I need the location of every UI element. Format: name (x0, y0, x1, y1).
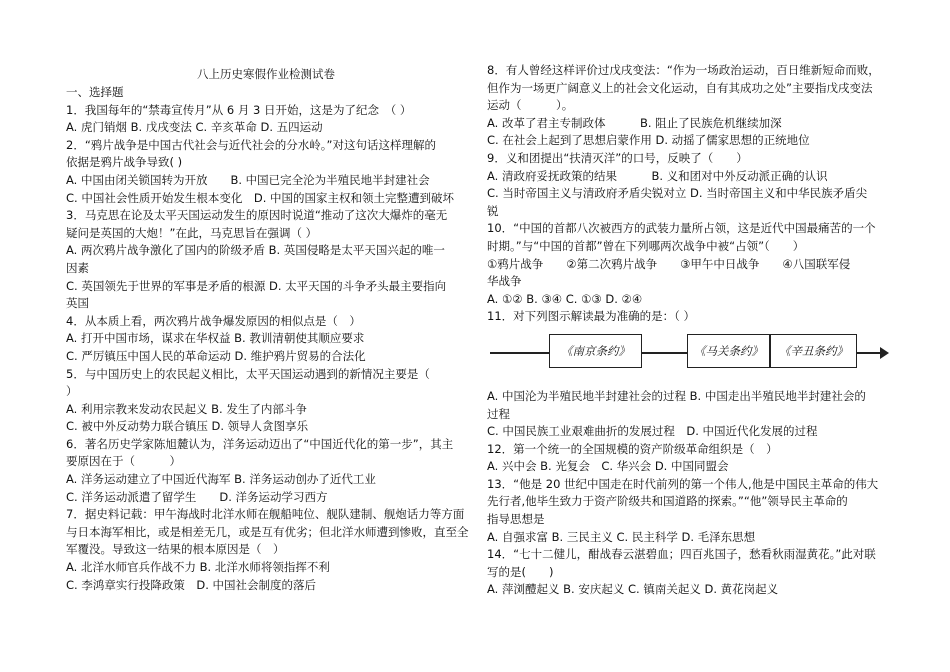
option-line: 锐 (487, 203, 499, 218)
left-column (66, 0, 469, 594)
question-line: ①鸦片战争 ②第二次鸦片战争 ③甲午中日战争 ④八国联军侵 (487, 256, 851, 271)
question-line: 与日本海军相比，或是相差无几，或是互有优劣；但北洋水师遭到惨败，直至全 (66, 524, 469, 539)
question-line: 华战争 (487, 274, 522, 289)
exam-title: 八上历史寒假作业检测试卷 (197, 67, 335, 81)
section-heading: 一、选择题 (66, 85, 124, 99)
question-line: 8．有人曾经这样评价过戊戌变法：“作为一场政治运动，百日维新短命而败， (487, 63, 880, 77)
arrowhead-icon (880, 347, 889, 359)
question-line: 军覆没。导致这一结果的根本原因是（ ） (66, 542, 285, 557)
question-line: 依据是鸦片战争导致( ) (66, 155, 183, 170)
question-line: 5．与中国历史上的农民起义相比，太平天国运动遇到的新情况主要是（ (66, 366, 430, 381)
question-line: 疑问是英国的大炮！”在此，马克思旨在强调（ ） (66, 225, 318, 240)
question-line: 14．“七十二健儿，酣战春云湛碧血；四百兆国子，愁看秋雨湿黄花。”此对联 (487, 547, 876, 562)
option-line: A. 中国沦为半殖民地半封建社会的过程 B. 中国走出半殖民地半封建社会的 (487, 388, 866, 403)
right-question-list-top (487, 62, 892, 326)
option-line: A. 自强求富 B. 三民主义 C. 民主科学 D. 毛泽东思想 (487, 529, 756, 544)
question-line: 先行者,他毕生致力于资产阶级共和国道路的探索。”“他”领导民主革命的 (487, 494, 848, 509)
option-line: A. 萍浏醴起义 B. 安庆起义 C. 镇南关起义 D. 黄花岗起义 (487, 582, 779, 597)
question-line: 3．马克思在论及太平天国运动发生的原因时说道“推动了这次大爆炸的毫无 (66, 208, 448, 223)
question-line: 运动（ ）。 (487, 98, 574, 113)
question-line: 写的是( ) (487, 564, 554, 579)
treaty-box-nanjing: 《南京条约》 (549, 334, 642, 368)
option-line: C. 英国领先于世界的军事是矛盾的根源 D. 太平天国的斗争矛头最主要指向 (66, 278, 447, 293)
question-line: 10．“中国的首都八次被西方的武装力量所占领，这是近代中国最痛苦的一个 (487, 221, 876, 236)
right-column (487, 62, 892, 599)
question-line: 12．第一个统一的全国规模的资产阶级革命组织是（ ） (487, 441, 778, 456)
option-line: C. 中国社会性质开始发生根本变化 D. 中国的国家主权和领土完整遭到破坏 (66, 190, 455, 205)
option-line: 英国 (66, 296, 89, 311)
right-question-list-bottom (487, 388, 892, 599)
question-line: 9．义和团提出“扶清灭洋”的口号，反映了（ ） (487, 150, 748, 165)
option-line: A. 利用宗教来发动农民起义 B. 发生了内部斗争 (66, 401, 307, 416)
option-line: C. 当时帝国主义与清政府矛盾尖锐对立 D. 当时帝国主义和中华民族矛盾尖 (487, 186, 868, 201)
option-line: A. 北洋水师官兵作战不力 B. 北洋水师将领指挥不利 (66, 560, 330, 575)
option-line: C. 在社会上起到了思想启蒙作用 D. 动摇了儒家思想的正统地位 (487, 133, 810, 148)
option-line: C. 李鸿章实行投降政策 D. 中国社会制度的落后 (66, 577, 317, 592)
treaty-timeline-diagram (487, 332, 892, 384)
option-line: C. 洋务运动派遣了留学生 D. 洋务运动学习西方 (66, 489, 328, 504)
question-line: 但作为一场更广阔意义上的社会文化运动，自有其成功之处”主要指戊戌变法 (487, 80, 873, 95)
treaty-box-maguan: 《马关条约》 (687, 334, 770, 368)
option-line: 过程 (487, 406, 510, 421)
option-line: A. 改革了君主专制政体 B. 阻止了民族危机继续加深 (487, 115, 782, 130)
option-line: A. 中国由闭关锁国转为开放 B. 中国已完全沦为半殖民地半封建社会 (66, 172, 430, 187)
option-line: A. ①② B. ③④ C. ①③ D. ②④ (487, 291, 643, 306)
option-line: A. 清政府妥抚政策的结果 B. 义和团对中外反动派正确的认识 (487, 168, 828, 183)
option-line: C. 中国民族工业艰难曲折的发展过程 D. 中国近代化发展的过程 (487, 424, 818, 439)
question-line: 7．据史料记载：甲午海战时北洋水师在舰船吨位、舰队建制、舰炮话力等方面 (66, 507, 465, 522)
option-line: C. 严厉镇压中国人民的革命运动 D. 维护鸦片贸易的合法化 (66, 348, 366, 363)
option-line: A. 洋务运动建立了中国近代海军 B. 洋务运动创办了近代工业 (66, 472, 376, 487)
question-line: 11．对下列图示解读最为准确的是：（ ） (487, 309, 696, 324)
left-question-list (66, 84, 469, 594)
question-line: 时期。”与“中国的首都”曾在下列哪两次战争中被“占领”（ ） (487, 238, 805, 253)
question-line: 6．著名历史学家陈旭麓认为，洋务运动迈出了“中国近代化的第一步”，其主 (66, 436, 454, 451)
option-line: A. 两次鸦片战争激化了国内的阶级矛盾 B. 英国侵略是太平天国兴起的唯一 (66, 243, 445, 258)
option-line: A. 虎门销烟 B. 戊戌变法 C. 辛亥革命 D. 五四运动 (66, 120, 323, 135)
treaty-box-xinchou: 《辛丑条约》 (770, 334, 857, 368)
question-line: 2．“鸦片战争是中国古代社会与近代社会的分水岭。”对这句话这样理解的 (66, 137, 436, 152)
question-line: 要原因在于（ ） (66, 454, 181, 469)
question-line: 13．“他是 20 世纪中国走在时代前列的第一个伟人,他是中国民主革命的伟大 (487, 476, 879, 491)
option-line: 因素 (66, 260, 89, 275)
question-line: 1．我国每年的“禁毒宣传月”从 6 月 3 日开始，这是为了纪念 （ ） (66, 102, 412, 117)
question-line: 4．从本质上看，两次鸦片战争爆发原因的相似点是（ ） (66, 313, 361, 328)
question-line: 指导思想是 (487, 512, 545, 527)
option-line: C. 被中外反动势力联合镇压 D. 领导人贪图享乐 (66, 419, 309, 434)
question-line: ） (66, 384, 78, 399)
option-line: A. 兴中会 B. 光复会 C. 华兴会 D. 中国同盟会 (487, 459, 729, 474)
option-line: A. 打开中国市场，谋求在华权益 B. 教训清朝使其顺应要求 (66, 331, 365, 346)
